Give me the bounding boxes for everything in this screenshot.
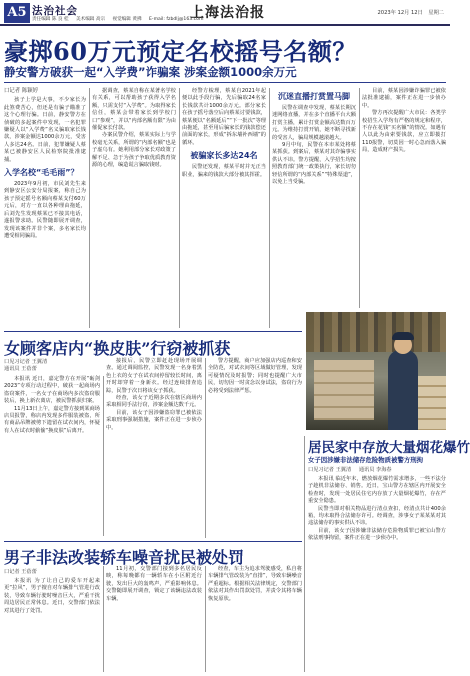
column-divider	[205, 358, 206, 538]
newspaper-logo: 上海法治报	[190, 5, 265, 21]
story2-col2-p1: 接报后，民警立即赶赴现场开展调查。通过调阅监控，民警发现一名身着黑色上衣的女子在试衣间停留较长时间，离开时却穿着一身新衣。经过连续排查追踪，民警于次日将该女子抓获。	[106, 358, 202, 394]
story4-byline-reporter: 口记者 王蓓蕾	[4, 569, 37, 575]
photo-firework-boxes	[314, 360, 374, 420]
column-divider	[359, 88, 360, 308]
story4-column-3	[208, 566, 302, 672]
lead-col5-p2: 警方再次提醒广大市民：各类学校招生入学均有严格的规定和程序，不存在花钱“买名额”的情况。如遇有人以此为由索要钱款，应立即拨打110报警，切莫因一时心急而落入骗局，造成财产损失。	[362, 110, 446, 154]
lead-column-1	[4, 88, 86, 328]
column-divider	[304, 436, 305, 672]
photo-firework-boxes-right	[418, 376, 446, 430]
column-divider	[103, 376, 104, 536]
column-divider	[179, 88, 180, 328]
story2-column-1	[4, 376, 100, 538]
story4-col1-p1: 本报讯 为了让自己的爱车开起来更“拉风”，男子擅自对车辆排气管进行改装，导致车辆行驶时噪音巨大，严重干扰周边居民正常休息。近日，交警部门依法对其进行了处罚。	[4, 578, 100, 614]
lead-col4-p1: 民警在调查中发现，蔡某长期沉迷网络直播，并在多个直播平台大额打赏主播，累计打赏金额高达数百万元。为维持打赏开销，她不断寻找新的受害人，骗局规模越滚越大。	[272, 105, 356, 141]
section-divider	[4, 331, 302, 332]
lead-col5-p1: 目前，蔡某因涉嫌诈骗罪已被依法批准逮捕，案件正在进一步侦办中。	[362, 88, 446, 109]
story4-headline[interactable]: 男子非法改装轿车噪音扰民被处罚	[4, 548, 245, 567]
lead-headline[interactable]: 豪掷60万元预定名校摇号名额？	[4, 37, 357, 66]
story2-col2-p2: 经查，该女子近期多次在辖区商场内采取相同手法行窃，涉案金额达数千元。	[106, 395, 202, 409]
story3-column-1	[308, 476, 446, 672]
credit-email[interactable]: E-mail: fzbdlj@163.com	[149, 17, 204, 22]
story2-col3-p1: 警方提醒，商户应加强店内巡查和安全防范，对试衣间等区域做好管理，发现可疑情况及时报警；同时也提醒广大市民，切勿因一时贪念以身试法，盗窃行为必将受到法律严惩。	[208, 358, 302, 394]
column-divider	[269, 88, 270, 328]
lead-column-5	[362, 88, 446, 308]
section-divider	[4, 541, 302, 542]
story3-col1-p2: 民警当即对相关物品进行清点查扣，经清点共计400余箱，均未取得合法储存许可。经调查，涉事女子某某某对其违法储存的事实供认不讳。	[308, 505, 446, 527]
story2-byline-reporter: 口见习记者 王翼清	[4, 359, 48, 365]
lead-inset-heading-1: 入学名校“毛毛雨”？	[4, 168, 79, 178]
photo-officer-cap	[392, 332, 414, 340]
lead-col3-p1: 经警方梳理，蔡某自2021年起便以此手段行骗，先后骗取24名家长钱款共计1000余万元。部分家长在孩子摇号落空后向蔡某讨要钱款，蔡某便以“名额延后”“下一批次”等理由拖延，甚至用后骗家长的钱款偿还前面的家长，形成“拆东墙补西墙”的循环。	[182, 88, 266, 146]
story2-col1-p2: 11月13日上午，嘉定警方接到某商场店员报警，称店内发现多件服装被盗，所有商品吊牌被剪下遗留在试衣间内，怀疑有人在试衣时偷偷“换皮肤”后离开。	[4, 405, 100, 434]
story4-col3-p1: 经查，车主为追求驾驶感受，私自将车辆排气管改装为“直排”，导致车辆噪音严重超标。根据相关法律规定，交警部门依法对其作出罚款处罚，并责令其将车辆恢复原状。	[208, 566, 302, 602]
credit-visual: 视觉编辑 黄拂	[112, 17, 142, 22]
column-divider	[103, 566, 104, 672]
photo-officer-body	[388, 350, 418, 430]
story4-column-2	[106, 566, 202, 672]
issue-date-text: 2023年 12月 12日	[377, 10, 423, 16]
story2-column-3	[208, 358, 302, 538]
lead-divider	[4, 82, 446, 83]
story4-col2-p1: 11月初，交警部门接到多名居民反映，称每晚都有一辆轿车在小区附近行驶，发出巨大的轰鸣声，严重影响休息。交警随即展开调查，锁定了该辆违法改装车辆。	[106, 566, 202, 602]
story2-headline[interactable]: 女顾客店内“换皮肤”行窃被抓获	[4, 339, 231, 358]
story2-byline	[4, 359, 47, 373]
page-number-badge: A5	[4, 3, 30, 23]
story4-byline	[4, 568, 43, 575]
lead-col2-p1: 据调查，蔡某自称在某著名学校有关系，可以帮助孩子获得入学名额，只需支付“入学费”。为取得家长信任，蔡某会带着家长到学校门口“参观”，并以“内部名额有限”为由催促家长付款。	[92, 88, 176, 132]
issue-weekday: 星期二	[428, 10, 444, 16]
lead-column-4	[272, 88, 356, 328]
news-photo[interactable]	[306, 312, 446, 430]
column-divider	[205, 566, 206, 672]
credit-editor: 责任编辑 陈 良 桂	[32, 17, 69, 22]
column-divider	[89, 88, 90, 328]
story4-column-1	[4, 578, 100, 672]
story3-byline-reporter: 口见习记者 王翼清	[308, 467, 352, 473]
lead-col3-p2: 民警还发现，蔡某平时并无正当职业，骗来的钱款大部分被其挥霍。	[182, 164, 266, 178]
story2-byline-correspondent: 通讯员 王蓓蕾	[4, 366, 37, 372]
lead-subhead: 静安警方破获一起“入学费”诈骗案 涉案金额1000余万元	[4, 65, 297, 79]
lead-column-3	[182, 88, 266, 328]
lead-byline	[4, 88, 86, 95]
masthead	[0, 0, 450, 26]
photo-shelf	[306, 312, 446, 352]
credit-art: 美术编辑 高宗	[76, 17, 106, 22]
story2-column-2	[106, 358, 202, 538]
lead-byline-reporter: 口记者 陈颖婷	[4, 88, 39, 94]
lead-col2-p2: 办案民警介绍，蔡某实际上与学校毫无关系，所谓的“内部名额”也是子虚乌有。她利用部分家长对政策了解不足、急于为孩子争取优质教育资源的心理，编造谎言骗取钱财。	[92, 132, 176, 169]
story3-col1-p1: 本报讯 临近年末，燃放烟花爆竹需求增多，一些不法分子趁机非法储存、销售。近日，宝山警方在辖区内开展安全检查时，发现一处居民住宅内存放了大量烟花爆竹，存在严重安全隐患。	[308, 476, 446, 505]
editor-credits	[32, 16, 209, 22]
story2-col2-p3: 目前，该女子因涉嫌盗窃罪已被依法采取刑事强制措施，案件正在进一步侦办中。	[106, 409, 202, 431]
story3-byline-correspondent: 通讯员 李海春	[358, 467, 392, 473]
lead-col1-p1: 孩子上学是大事，不少家长为此煞费苦心，但还是有骗子瞄准了这个心理行骗。日前，静安警方在侦破的多起案件中发现，一名犯罪嫌疑人以“入学费”名义骗取家长钱款，涉案金额达1000余万元，受害人多达24名。日前，犯罪嫌疑人蔡某已被静安区人民检察院批准逮捕。	[4, 97, 86, 163]
story3-col1-p3: 目前，该女子因涉嫌非法储存危险物质罪已被宝山警方依法刑事拘留，案件正在进一步侦办中。	[308, 527, 446, 542]
lead-col1-p2: 2023年9月初，市民刘先生来到静安区公安分局报案，称自己为孩子预定摇号名额向蔡某支付60万元后，对方一直以各种理由拖延，后刘先生发现蔡某已不接其电话，遂报警求助。民警随即展开调查，发现该案件并非个案，多名家长均遭受相同骗局。	[4, 181, 86, 239]
section-title: 法治社会	[32, 5, 78, 17]
story3-byline	[308, 466, 398, 473]
issue-date	[374, 9, 445, 16]
story3-headline[interactable]: 居民家中存放大量烟花爆竹	[308, 440, 470, 456]
lead-inset-heading-3: 沉迷直播打赏置马脚	[278, 92, 350, 101]
story3-subhead: 女子因涉嫌非法储存危险物质被警方刑拘	[308, 456, 424, 464]
lead-column-2	[92, 88, 176, 328]
lead-inset-heading-2: 被骗家长多达24名	[190, 151, 258, 161]
story2-col1-p1: 本报讯 近日，嘉定警方在开展“砺剑2023”专项行动过程中，破获一起商场内盗窃案件，一名女子在商场内多次盗窃服装后，换上新衣离店，被民警抓获归案。	[4, 376, 100, 405]
lead-col4-p2: 9月中旬，民警在本市某处将蔡某抓获。到案后，蔡某对其诈骗事实供认不讳。警方提醒，入学招生均按照教育部门统一政策执行，家长切勿轻信所谓的“内部关系”“特殊渠道”，以免上当受骗。	[272, 142, 356, 186]
